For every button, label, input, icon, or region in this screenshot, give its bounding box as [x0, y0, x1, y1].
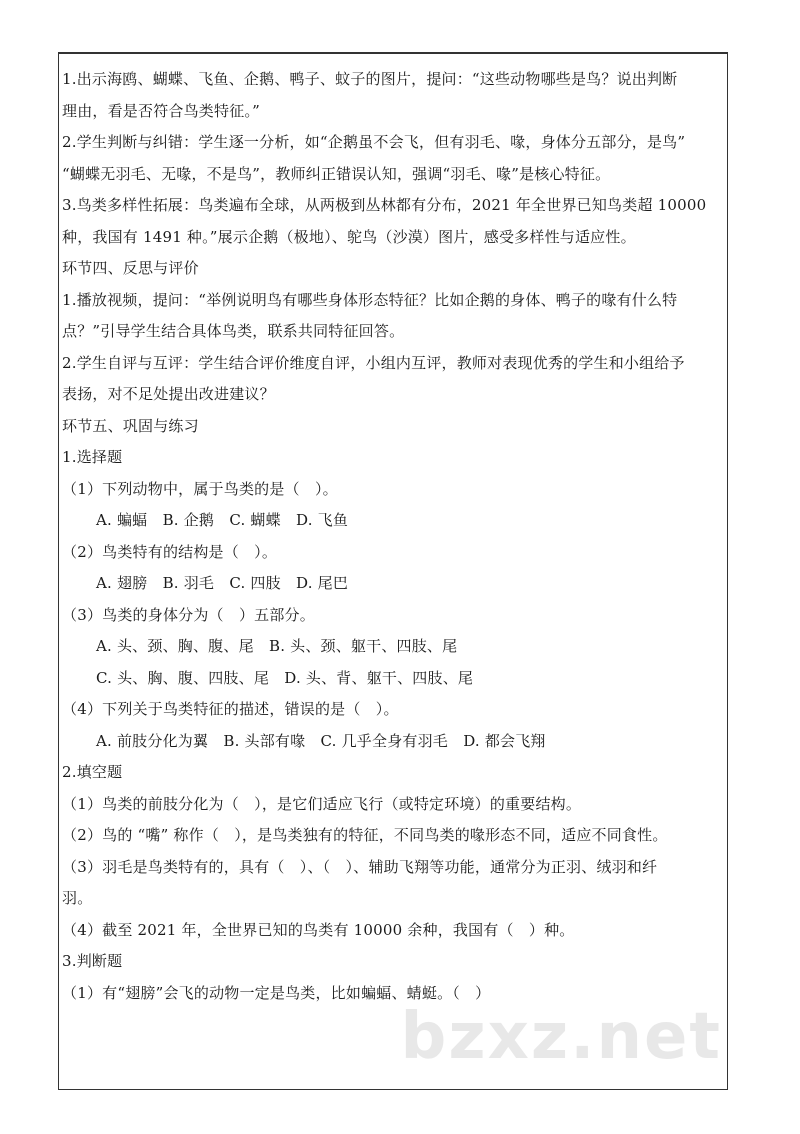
paragraph-line: 理由，看是否符合鸟类特征。”: [62, 101, 260, 120]
paragraph-line: 1.出示海鸥、蝴蝶、飞鱼、企鹅、鸭子、蚊子的图片，提问：“这些动物哪些是鸟？说出判断: [62, 70, 678, 88]
subsection-heading: 3.判断题: [62, 952, 123, 970]
question-line: （2）鸟类特有的结构是（ ）。: [62, 542, 278, 561]
document-body: [62, 64, 726, 1009]
watermark-logo: bzxz.net: [400, 1000, 722, 1074]
options-line: A. 前肢分化为翼 B. 头部有喙 C. 几乎全身有羽毛 D. 都会飞翔: [96, 731, 546, 750]
options-line: A. 蝙蝠 B. 企鹅 C. 蝴蝶 D. 飞鱼: [96, 511, 349, 529]
question-line: （3）羽毛是鸟类特有的，具有（ ）、（ ）、辅助飞翔等功能，通常分为正羽、绒羽和纤: [62, 857, 658, 876]
paragraph-line: 表扬，对不足处提出改进建议？: [62, 385, 275, 403]
paragraph-line: “蝴蝶无羽毛、无喙，不是鸟”，教师纠正错误认知，强调“羽毛、喙”是核心特征。: [62, 164, 611, 183]
question-line: （1）鸟类的前肢分化为（ ），是它们适应飞行（或特定环境）的重要结构。: [62, 794, 582, 813]
paragraph-line: 2.学生判断与纠错：学生逐一分析，如“企鹅虽不会飞，但有羽毛、喙，身体分五部分，是鸟”: [62, 133, 686, 151]
question-line: （1）下列动物中，属于鸟类的是（ ）。: [62, 479, 338, 498]
question-line: （3）鸟类的身体分为（ ）五部分。: [62, 605, 315, 624]
options-line: A. 翅膀 B. 羽毛 C. 四肢 D. 尾巴: [96, 574, 349, 592]
section-heading: 环节五、巩固与练习: [62, 416, 199, 435]
paragraph-line: 1.播放视频，提问：“举例说明鸟有哪些身体形态特征？比如企鹅的身体、鸭子的喙有什么特: [62, 290, 678, 309]
paragraph-line: 点？”引导学生结合具体鸟类，联系共同特征回答。: [62, 322, 405, 340]
paragraph-line: 种，我国有 1491 种。”展示企鹅（极地）、鸵鸟（沙漠）图片，感受多样性与适应性。: [62, 227, 636, 246]
subsection-heading: 1.选择题: [62, 448, 123, 466]
question-line: （2）鸟的 “嘴” 称作（ ），是鸟类独有的特征，不同鸟类的喙形态不同，适应不同食性。: [62, 826, 668, 844]
section-heading: 环节四、反思与评价: [62, 259, 199, 277]
subsection-heading: 2.填空题: [62, 763, 123, 781]
question-line: （4）下列关于鸟类特征的描述，错误的是（ ）。: [62, 700, 399, 718]
question-line: （1）有“翅膀”会飞的动物一定是鸟类，比如蝙蝠、蜻蜓。（ ）: [62, 983, 491, 1002]
options-line: C. 头、胸、腹、四肢、尾 D. 头、背、躯干、四肢、尾: [96, 668, 474, 687]
paragraph-line: 3.鸟类多样性拓展：鸟类遍布全球，从两极到丛林都有分布，2021 年全世界已知鸟类超 10000: [62, 196, 707, 214]
options-line: A. 头、颈、胸、腹、尾 B. 头、颈、躯干、四肢、尾: [96, 637, 458, 655]
question-line: （4）截至 2021 年，全世界已知的鸟类有 10000 余种，我国有（ ）种。: [62, 920, 575, 939]
paragraph-line: 羽。: [62, 889, 93, 907]
paragraph-line: 2.学生自评与互评：学生结合评价维度自评，小组内互评，教师对表现优秀的学生和小组给予: [62, 353, 685, 372]
